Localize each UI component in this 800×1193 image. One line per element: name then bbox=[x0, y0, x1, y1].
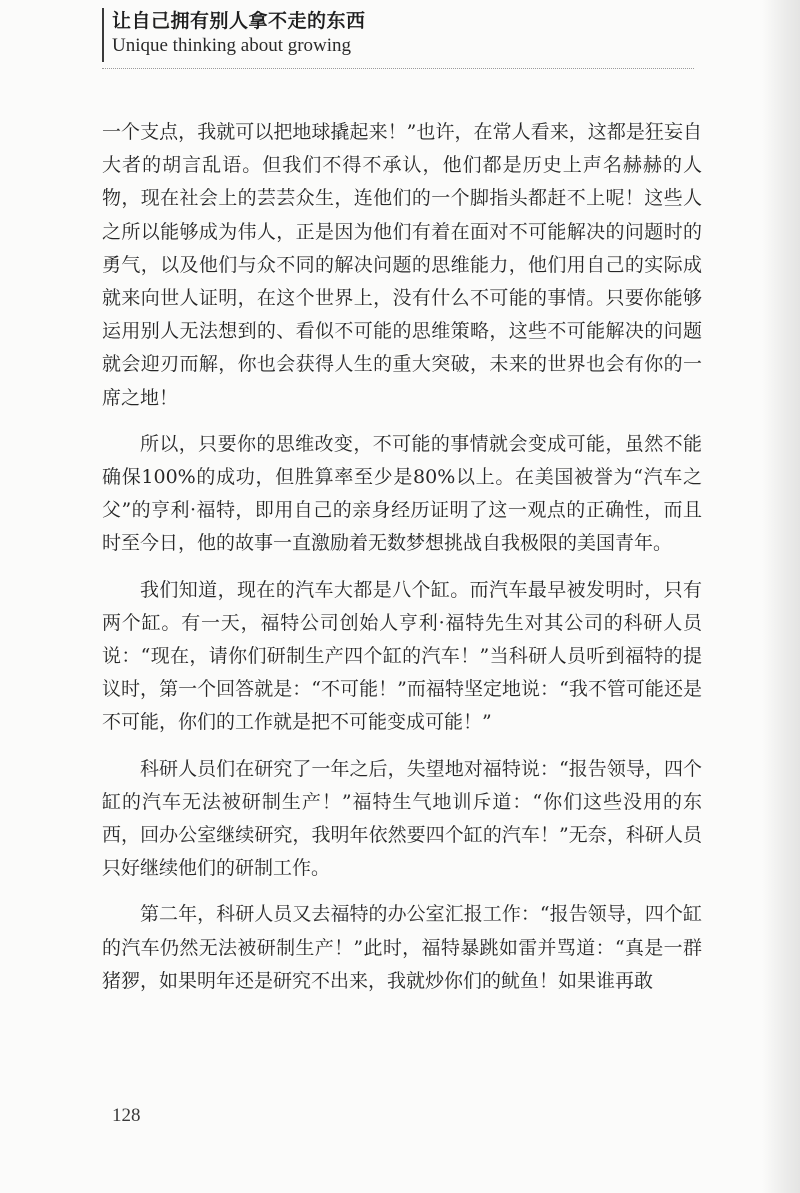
page-gutter-shadow bbox=[762, 0, 800, 1193]
running-header bbox=[102, 8, 366, 62]
body-text bbox=[102, 116, 702, 1011]
header-title: 让自己拥有别人拿不走的东西 bbox=[112, 10, 366, 32]
paragraph-5: 第二年，科研人员又去福特的办公室汇报工作：“报告领导，四个缸的汽车仍然无法被研制生产！”此时，福特暴跳如雷并骂道：“真是一群猪猡，如果明年还是研究不出来，我就炒你们的鱿鱼！如果谁再敢 bbox=[102, 903, 702, 992]
paragraph-1: 一个支点，我就可以把地球撬起来！”也许，在常人看来，这都是狂妄自大者的胡言乱语。但我们不得不承认，他们都是历史上声名赫赫的人物，现在社会上的芸芸众生，连他们的一个脚指头都赶不上呢！这些人之所以能够成为伟人，正是因为他们有着在面对不可能解决的问题时的勇气，以及他们与众不同的解决问题的思维能力，他们用自己的实际成就来向世人证明，在这个世界上，没有什么不可能的事情。只要你能够运用别人无法想到的、看似不可能的思维策略，这些不可能解决的问题就会迎刃而解，你也会获得人生的重大突破，未来的世界也会有你的一席之地！ bbox=[102, 121, 702, 409]
paragraph-3: 我们知道，现在的汽车大都是八个缸。而汽车最早被发明时，只有两个缸。有一天，福特公司创始人亨利·福特先生对其公司的科研人员说：“现在，请你们研制生产四个缸的汽车！”当科研人员听到福特的提议时，第一个回答就是：“不可能！”而福特坚定地说：“我不管可能还是不可能，你们的工作就是把不可能变成可能！” bbox=[102, 578, 702, 734]
paragraph-4: 科研人员们在研究了一年之后，失望地对福特说：“报告领导，四个缸的汽车无法被研制生产！”福特生气地训斥道：“你们这些没用的东西，回办公室继续研究，我明年依然要四个缸的汽车！”无奈，科研人员只好继续他们的研制工作。 bbox=[102, 757, 702, 880]
header-subtitle: Unique thinking about growing bbox=[112, 35, 352, 56]
page-number: 128 bbox=[112, 1105, 141, 1126]
header-divider bbox=[102, 68, 694, 69]
paragraph-2: 所以，只要你的思维改变，不可能的事情就会变成可能，虽然不能确保100%的成功，但胜算率至少是80%以上。在美国被誉为“汽车之父”的亨利·福特，即用自己的亲身经历证明了这一观点的正确性，而且时至今日，他的故事一直激励着无数梦想挑战自我极限的美国青年。 bbox=[102, 432, 702, 555]
